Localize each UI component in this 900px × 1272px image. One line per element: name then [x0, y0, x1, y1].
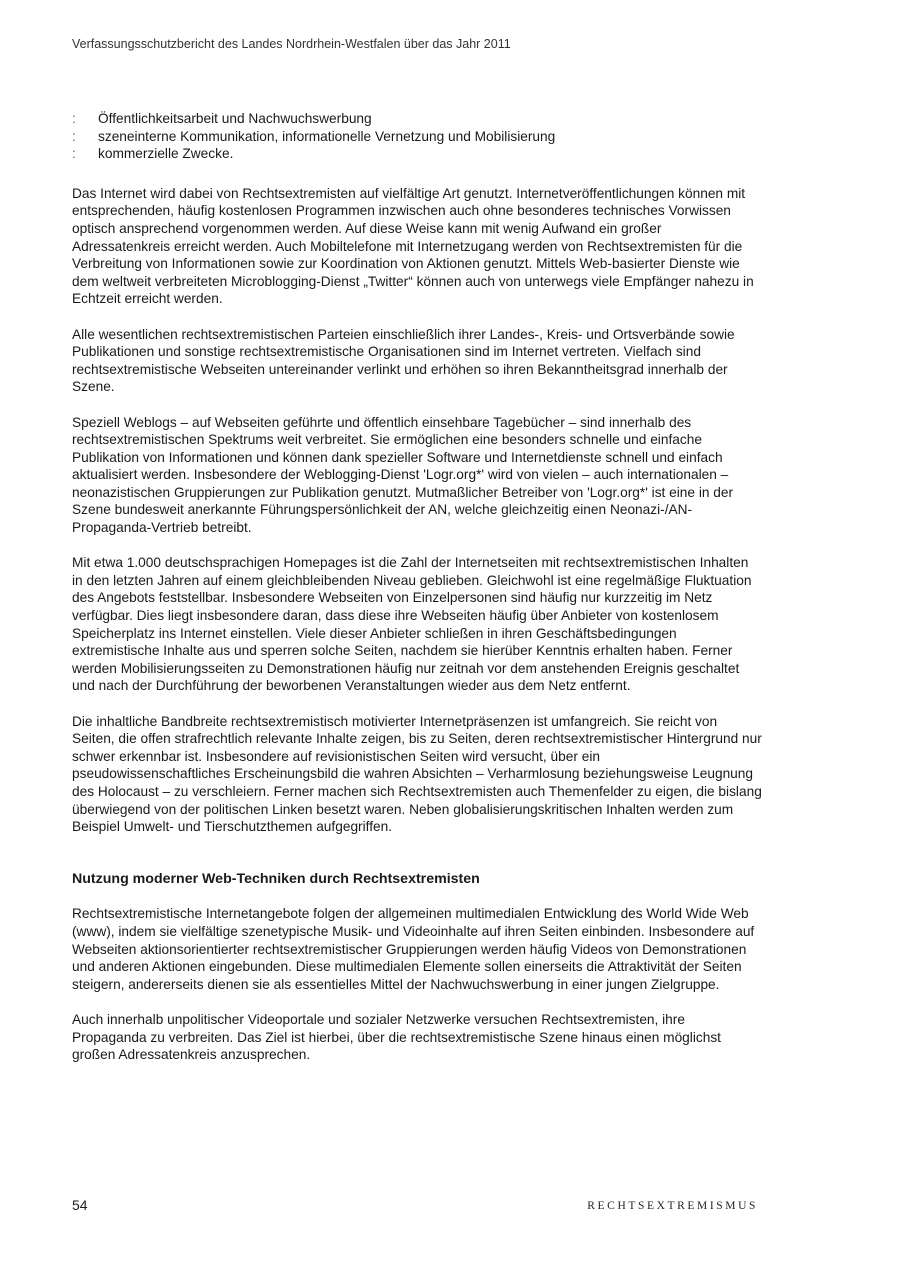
paragraph: Alle wesentlichen rechtsextremistischen Parteien einschließlich ihrer Landes-, Kreis- und Ortsverbände sowie Publikationen und sonstige rechtsextremistische Organisationen sind im Internet vertreten. Vielfach sind rechtsextremistische Webseiten untereinander verlinkt und erhöhen so ihren Bekanntheitsgrad innerhalb der Szene. [72, 326, 735, 395]
page-number: 54 [72, 1197, 88, 1213]
list-item [72, 128, 762, 146]
bullet-list [72, 110, 762, 163]
list-item [72, 145, 762, 163]
bullet-marker: : [72, 128, 76, 144]
paragraph: Mit etwa 1.000 deutschsprachigen Homepages ist die Zahl der Internetseiten mit rechtsextremistischen Inhalten in den letzten Jahren auf einem gleichbleibenden Niveau geblieben. Gleichwohl ist eine regelmäßige Fluktuation des Angebots feststellbar. Insbesondere Webseiten von Einzelpersonen sind häufig nur kurzzeitig im Netz verfügbar. Dies liegt insbesondere daran, dass diese ihre Webseiten häufig über Anbieter von kostenlosem Speicherplatz ins Internet einstellen. Viele dieser Anbieter schließen in ihren Geschäftsbedingungen extremistische Inhalte aus und sperren solche Seiten, nachdem sie hierüber Kenntnis erhalten haben. Ferner werden Mobilisierungsseiten zu Demonstrationen häufig nur zeitnah vor dem anstehenden Ereignis geschaltet und nach der Durchführung der beworbenen Veranstaltungen wieder aus dem Netz entfernt. [72, 555, 752, 694]
bullet-text: kommerzielle Zwecke. [98, 146, 234, 162]
list-item [72, 110, 762, 128]
section-heading: Nutzung moderner Web-Techniken durch Rechtsextremisten [72, 870, 480, 887]
paragraph: Speziell Weblogs – auf Webseiten geführte und öffentlich einsehbare Tagebücher – sind innerhalb des rechtsextremistischen Spektrums weit verbreitet. Sie ermöglichen eine besonders schnelle und einfache Publikation von Informationen und können dank spezieller Software und Internetdienste schnell und einfach aktualisiert werden. Insbesondere der Weblogging-Dienst 'Logr.org*' wird von vielen – auch internationalen – neonazistischen Gruppierungen zur Publikation genutzt. Mutmaßlicher Betreiber von 'Logr.org*' ist eine in der Szene bundesweit anerkannte Führungspersönlichkeit der AN, welche gleichzeitig einen Neonazi-/AN-Propaganda-Vertrieb betreibt. [72, 414, 734, 536]
paragraph: Die inhaltliche Bandbreite rechtsextremistisch motivierter Internetpräsenzen ist umfangreich. Sie reicht von Seiten, die offen strafrechtlich relevante Inhalte zeigen, bis zu Seiten, deren rechtsextremistischer Hintergrund nur schwer erkennbar ist. Insbesondere auf revisionistischen Seiten wird versucht, über ein pseudowissenschaftliches Erscheinungsbild die wahren Absichten – Verharmlosung beziehungsweise Leugnung des Holocaust – zu verschleiern. Ferner machen sich Rechtsextremisten auch Themenfelder zu eigen, die bislang überwiegend von der politischen Linken besetzt waren. Neben globalisierungskritischen Inhalten werden zum Beispiel Umwelt- und Tierschutzthemen aufgegriffen. [72, 713, 762, 835]
bullet-marker: : [72, 146, 76, 162]
paragraph: Auch innerhalb unpolitischer Videoportale und sozialer Netzwerke versuchen Rechtsextremisten, ihre Propaganda zu verbreiten. Das Ziel ist hierbei, über die rechtsextremistische Szene hinaus einen möglichst großen Adressatenkreis anzusprechen. [72, 1011, 721, 1063]
footer-section-title: RECHTSEXTREMISMUS [587, 1200, 758, 1212]
bullet-marker: : [72, 111, 76, 126]
paragraph: Das Internet wird dabei von Rechtsextremisten auf vielfältige Art genutzt. Internetveröffentlichungen können mit entsprechenden, häufig kostenlosen Programmen inzwischen auch ohne besonderes technisches Vorwissen optisch ansprechend vorgenommen werden. Auf diese Weise kann mit wenig Aufwand ein großer Adressatenkreis erreicht werden. Auch Mobiltelefone mit Internetzugang werden von Rechtsextremisten für die Verbreitung von Informationen sowie zur Koordination von Aktionen genutzt. Mittels Web-basierter Dienste wie dem weltweit verbreiteten Microblogging-Dienst „Twitter“ können auch von unterwegs viele Empfänger nahezu in Echtzeit erreicht werden. [72, 185, 754, 307]
page-header: Verfassungsschutzbericht des Landes Nordrhein-Westfalen über das Jahr 2011 [72, 37, 511, 51]
bullet-text: Öffentlichkeitsarbeit und Nachwuchswerbung [98, 111, 372, 126]
main-content [72, 110, 762, 1081]
paragraph: Rechtsextremistische Internetangebote folgen der allgemeinen multimedialen Entwicklung des World Wide Web (www), indem sie vielfältige szenetypische Musik- und Videoinhalte auf ihren Seiten einbinden. Insbesondere auf Webseiten aktionsorientierter rechtsextremistischer Gruppierungen werden häufig Videos von Demonstrationen und anderen Aktionen eingebunden. Diese multimedialen Elemente sollen einerseits die Attraktivität der Seiten steigern, andererseits dienen sie als essentielles Mittel der Nachwuchswerbung in einer jungen Zielgruppe. [72, 906, 755, 992]
bullet-text: szeneinterne Kommunikation, informationelle Vernetzung und Mobilisierung [98, 128, 556, 144]
